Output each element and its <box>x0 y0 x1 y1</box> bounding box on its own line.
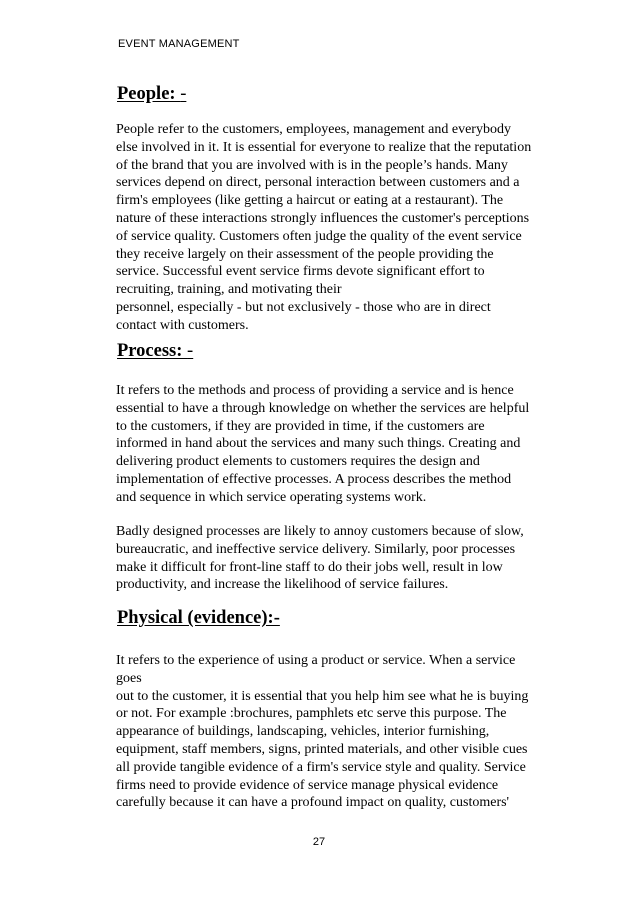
text-line: equipment, staff members, signs, printed materials, and other visible cues <box>116 741 528 757</box>
process-heading-dash: - <box>187 341 194 361</box>
process-heading-text: Process: <box>117 341 188 361</box>
text-line: or not. For example :brochures, pamphlets etc serve this purpose. The <box>116 706 507 722</box>
text-line: appearance of buildings, landscaping, vehicles, interior furnishing, <box>116 724 490 740</box>
text-line: and sequence in which service operating systems work. <box>116 489 427 505</box>
text-line: carefully because it can have a profound impact on quality, customers' <box>116 795 510 811</box>
process-paragraph-1 <box>116 382 566 507</box>
text-line: nature of these interactions strongly influences the customer's perceptions <box>116 210 530 226</box>
text-line: make it difficult for front-line staff to do their jobs well, result in low <box>116 559 503 575</box>
physical-evidence-paragraph <box>116 652 566 812</box>
text-line: services depend on direct, personal interaction between customers and a <box>116 175 520 191</box>
text-line: It refers to the methods and process of providing a service and is hence <box>116 383 514 398</box>
people-paragraph <box>116 121 566 335</box>
text-line: of service quality. Customers often judge the quality of the event service <box>116 228 522 244</box>
text-line: they receive largely on their assessment of the people providing the <box>116 246 494 262</box>
text-line: delivering product elements to customers requires the design and <box>116 454 480 470</box>
people-heading-text: People: <box>117 84 181 104</box>
text-line: to the customers, if they are provided in time, if the customers are <box>116 418 485 434</box>
text-line: Badly designed processes are likely to annoy customers because of slow, <box>116 524 524 539</box>
text-line: It refers to the experience of using a product or service. When a service <box>116 653 516 668</box>
text-line: bureaucratic, and ineffective service delivery. Similarly, poor processes <box>116 541 516 557</box>
physical-evidence-heading <box>117 608 280 629</box>
text-line: contact with customers. <box>116 317 249 333</box>
text-line: informed in hand about the services and many such things. Creating and <box>116 436 521 452</box>
page-number: 27 <box>312 836 326 848</box>
text-line: People refer to the customers, employees, management and everybody <box>116 122 511 137</box>
running-header: EVENT MANAGEMENT <box>118 38 240 50</box>
text-line: personnel, especially - but not exclusively - those who are in direct <box>116 299 491 315</box>
text-line: service. Successful event service firms devote significant effort to <box>116 264 485 280</box>
process-paragraph-2 <box>116 523 566 594</box>
text-line: else involved in it. It is essential for everyone to realize that the reputation <box>116 139 532 155</box>
text-line: goes <box>116 670 142 686</box>
physical-evidence-heading-text: Physical (evidence):- <box>117 608 280 628</box>
text-line: out to the customer, it is essential that you help him see what he is buying <box>116 688 529 704</box>
text-line: implementation of effective processes. A process describes the method <box>116 471 512 487</box>
text-line: firms need to provide evidence of service manage physical evidence <box>116 777 499 793</box>
text-line: essential to have a through knowledge on whether the services are helpful <box>116 400 530 416</box>
people-heading <box>117 84 186 105</box>
text-line: all provide tangible evidence of a firm's service style and quality. Service <box>116 759 526 775</box>
text-line: firm's employees (like getting a haircut or eating at a restaurant). The <box>116 193 504 209</box>
text-line: of the brand that you are involved with is in the people’s hands. Many <box>116 157 508 173</box>
text-line: productivity, and increase the likelihood of service failures. <box>116 577 449 593</box>
text-line: recruiting, training, and motivating their <box>116 282 342 298</box>
people-heading-dash: - <box>180 84 187 104</box>
process-heading <box>117 341 193 362</box>
